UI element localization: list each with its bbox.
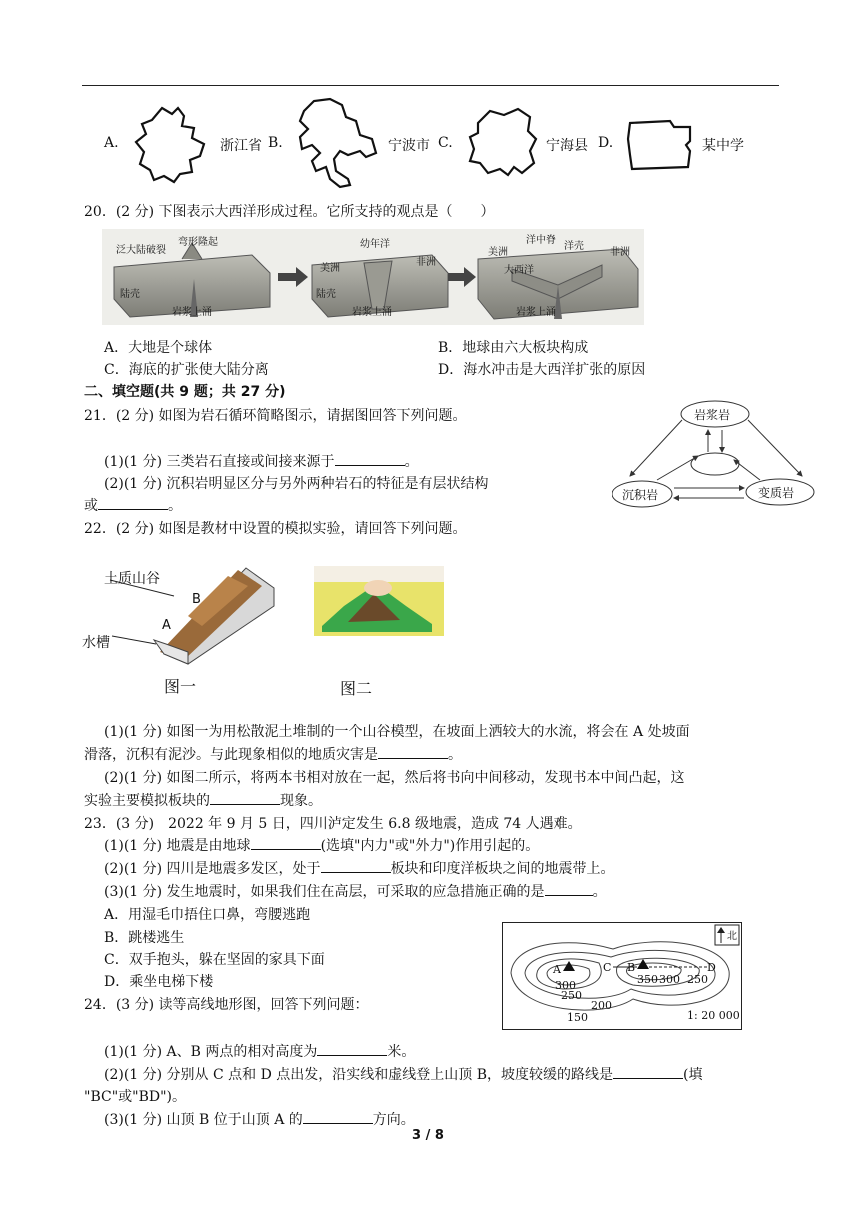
rock-label-metamorphic: 变质岩 (758, 486, 795, 500)
answer-blank (545, 881, 593, 896)
answer-blank (98, 495, 168, 510)
q24-part2-cont: "BC"或"BD")。 (84, 1089, 186, 1105)
north-label: 北 (727, 931, 737, 942)
q21-part2: (2)(1 分) 沉积岩明显区分与另外两种岩石的特征是有层状结构 (104, 476, 489, 492)
answer-blank (378, 744, 448, 759)
q23-option-d: D．乘坐电梯下楼 (104, 974, 214, 990)
answer-blank (210, 790, 280, 805)
ningbo-outline-icon (290, 95, 382, 189)
trough-label: 水槽 (82, 635, 110, 651)
contour-label: 200 (591, 999, 612, 1012)
q22-part2-line1: (2)(1 分) 如图二所示，将两本书相对放在一起，然后将书向中间移动，发现书本中间凸起，这 (104, 770, 685, 786)
answer-blank (335, 451, 405, 466)
q23-part1: (1)(1 分) 地震是由地球 (选填"内力"或"外力")作用引起的。 (104, 835, 539, 855)
q21-stem: 21．(2 分) 如图为岩石循环简略图示，请据图回答下列问题。 (84, 408, 467, 424)
contour-label: 150 (567, 1011, 588, 1024)
q24-stem: 24．(3 分) 读等高线地形图，回答下列问题： (84, 997, 369, 1013)
q24-part2: (2)(1 分) 分别从 C 点和 D 点出发，沿实线和虚线登上山顶 B，坡度较缓的路线是 (填 (104, 1064, 703, 1084)
fig-label: 岩浆上涌 (352, 307, 392, 318)
rock-label-sedimentary: 沉积岩 (622, 488, 659, 502)
fig1-caption: 图一 (164, 677, 197, 696)
contour-label: 250 (561, 989, 582, 1002)
q21-part1: (1)(1 分) 三类岩石直接或间接来源于 。 (104, 451, 419, 471)
q19-option-d-letter: D. (598, 135, 614, 151)
fig-label: 洋中脊 (526, 235, 556, 246)
q20-option-a: A．大地是个球体 (104, 340, 213, 356)
fig-label: 陆壳 (120, 289, 140, 300)
q23-option-c: C．双手抱头，躲在坚固的家具下面 (104, 952, 325, 968)
q19-option-c-letter: C. (438, 135, 453, 151)
q20-option-c: C．海底的扩张使大陆分离 (104, 362, 269, 378)
answer-blank (613, 1064, 683, 1079)
fig-label: 泛大陆破裂 (116, 241, 166, 256)
q23-option-a: A．用湿毛巾捂住口鼻，弯腰逃跑 (104, 907, 311, 923)
q22-part2-line2: 实验主要模拟板块的 现象。 (84, 790, 322, 810)
contour-label: 300 (555, 979, 576, 992)
q20-stem: 20．(2 分) 下图表示大西洋形成过程。它所支持的观点是（ ） (84, 204, 495, 220)
contour-label: 250 (687, 973, 708, 986)
rock-cycle-diagram (612, 398, 818, 510)
peak-a-label: A (553, 963, 561, 976)
ninghai-outline-icon (464, 103, 540, 179)
point-a-label: A (162, 618, 171, 633)
q23-option-b: B．跳楼逃生 (104, 930, 185, 946)
header-rule (82, 85, 779, 86)
fig-label: 洋壳 (564, 241, 584, 252)
q20-option-d: D．海水冲击是大西洋扩张的原因 (438, 362, 646, 378)
school-outline-icon (624, 115, 696, 173)
fig-label: 陆壳 (316, 289, 336, 300)
zhejiang-outline-icon (132, 102, 212, 186)
section-heading: 二、填空题(共 9 题；共 27 分) (84, 384, 286, 400)
q20-option-b: B．地球由六大板块构成 (438, 340, 589, 356)
fig-label: 非洲 (416, 257, 436, 268)
q23-part3: (3)(1 分) 发生地震时，如果我们住在高层，可采取的应急措施正确的是 。 (104, 881, 607, 901)
scale-label: 1: 20 000 (687, 1009, 740, 1022)
q22-part1-line2: 滑落，沉积有泥沙。与此现象相似的地质灾害是 。 (84, 744, 462, 764)
fig-label: 美洲 (488, 247, 508, 258)
contour-label: 350 (637, 973, 658, 986)
fig-label: 岩浆上涌 (172, 307, 212, 318)
page-number: 3 / 8 (412, 1128, 444, 1143)
answer-blank (321, 858, 391, 873)
q23-part2: (2)(1 分) 四川是地震多发区，处于 板块和印度洋板块之间的地震带上。 (104, 858, 615, 878)
fig-label: 美洲 (320, 263, 340, 274)
answer-blank (303, 1109, 373, 1124)
fig-label: 弯形隆起 (178, 237, 218, 248)
point-b-label: B (192, 592, 201, 607)
fig-label: 幼年洋 (360, 239, 390, 250)
fig-label: 岩浆上涌 (516, 307, 556, 318)
fig-label: 非洲 (610, 247, 630, 258)
q23-stem: 23．(3 分) 2022 年 9 月 5 日，四川泸定发生 6.8 级地震，造成 74 人遇难。 (84, 816, 582, 832)
fig2-caption: 图二 (340, 679, 373, 698)
q19-option-c-label: 宁海县 (546, 138, 588, 154)
fig-label: 大西洋 (504, 265, 534, 276)
q24-part1: (1)(1 分) A、B 两点的相对高度为 米。 (104, 1041, 415, 1061)
q19-option-a-letter: A. (104, 135, 119, 151)
rock-label-igneous: 岩浆岩 (694, 408, 731, 422)
q22-stem: 22．(2 分) 如图是教材中设置的模拟实验，请回答下列问题。 (84, 521, 467, 537)
valley-model-figure (78, 556, 278, 702)
contour-map (502, 922, 742, 1030)
atlantic-formation-figure (102, 229, 644, 325)
valley-label: 土质山谷 (104, 571, 160, 587)
book-experiment-illustration (314, 566, 444, 636)
contour-label: 300 (659, 973, 680, 986)
point-d-label: D (707, 961, 716, 974)
answer-blank (317, 1041, 387, 1056)
peak-b-label: B (627, 961, 636, 974)
q21-part2-cont: 或 。 (84, 495, 182, 515)
q19-option-a-label: 浙江省 (220, 138, 262, 154)
q19-option-d-label: 某中学 (702, 138, 744, 154)
q19-option-b-label: 宁波市 (388, 138, 430, 154)
point-c-label: C (603, 961, 612, 974)
q22-part1-line1: (1)(1 分) 如图一为用松散泥土堆制的一个山谷模型，在坡面上洒较大的水流，将会在 A 处坡面 (104, 724, 690, 740)
book-experiment-photo (314, 566, 444, 636)
q19-option-b-letter: B. (268, 135, 283, 151)
answer-blank (251, 835, 321, 850)
q24-part3: (3)(1 分) 山顶 B 位于山顶 A 的 方向。 (104, 1109, 415, 1129)
